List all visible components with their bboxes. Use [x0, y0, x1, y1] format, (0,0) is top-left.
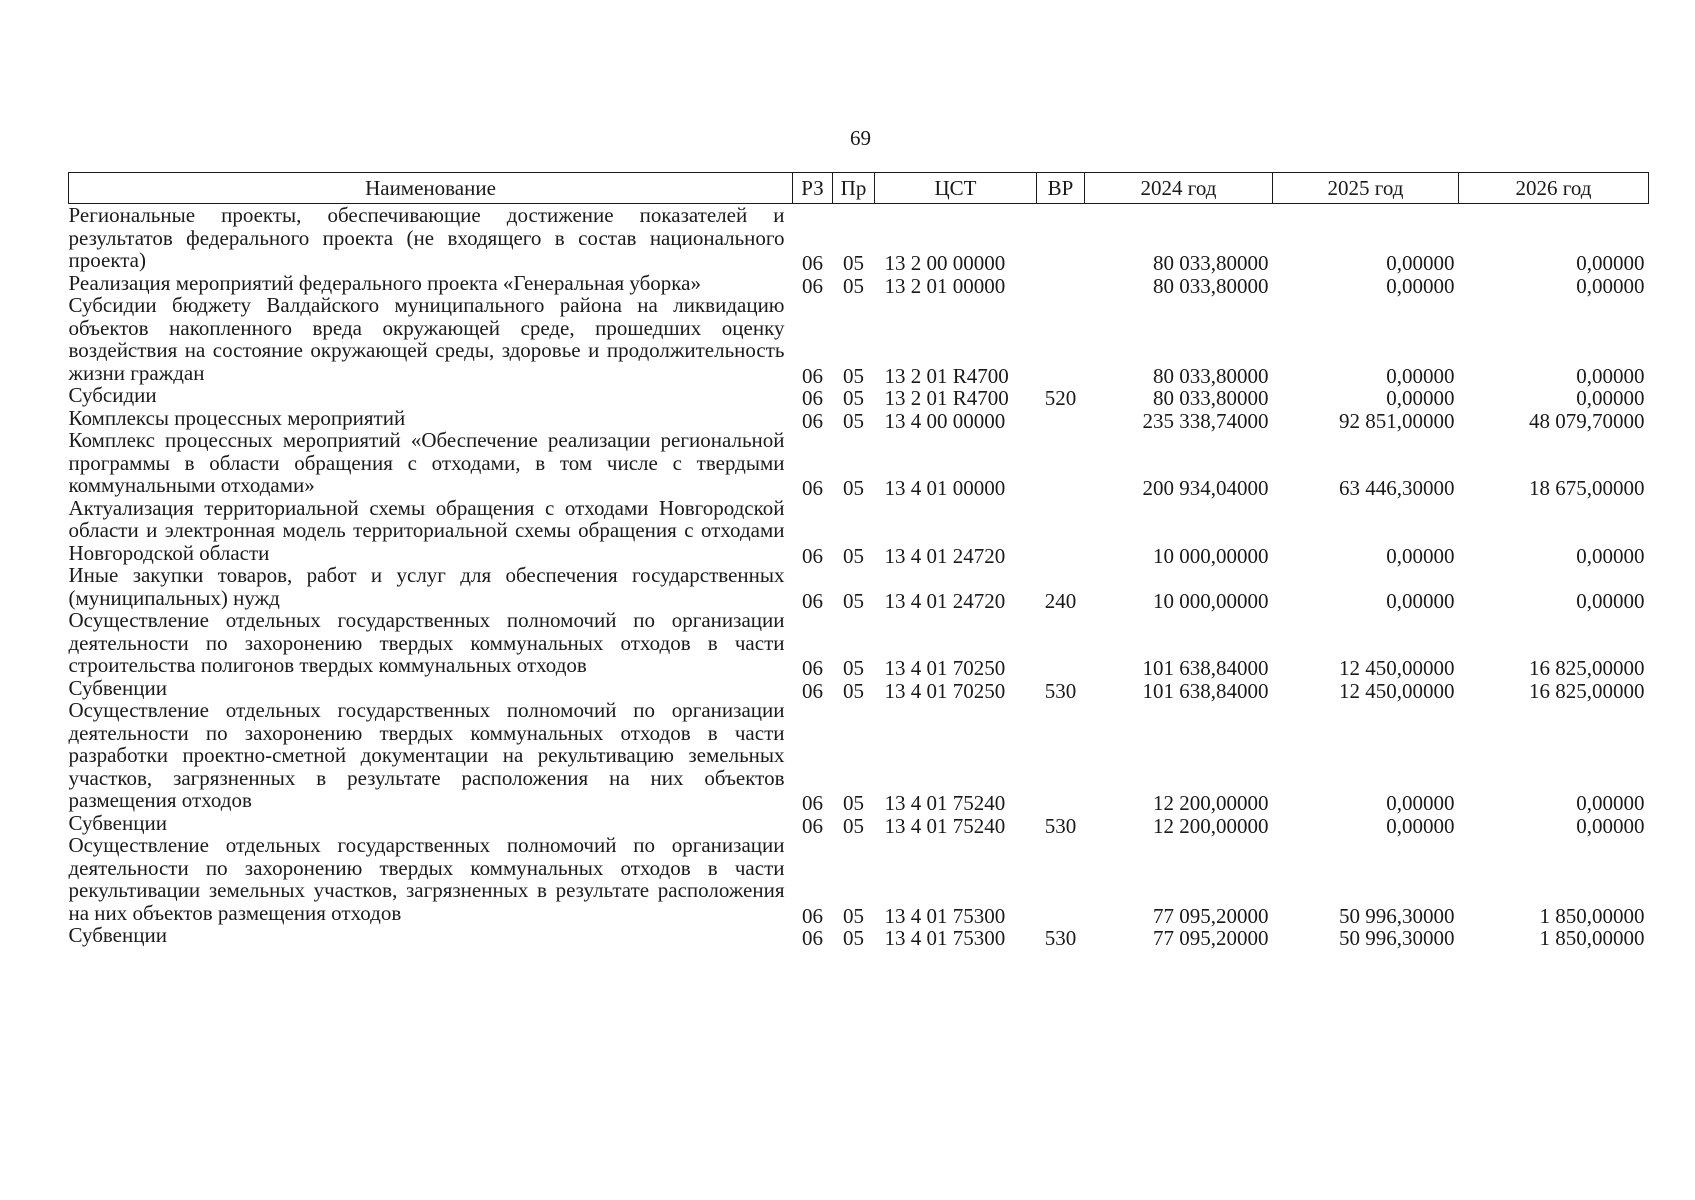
row-cst: 13 4 01 75300 — [884, 926, 1006, 950]
row-cst: 13 2 01 R4700 — [884, 386, 1009, 410]
table-row — [69, 204, 1649, 272]
row-name: Субвенции — [68, 923, 167, 947]
row-value-2024: 80 033,80000 — [1153, 386, 1269, 410]
row-cst: 13 2 01 00000 — [884, 273, 1006, 298]
row-name: Субвенции — [68, 675, 167, 700]
row-pr: 05 — [843, 926, 864, 950]
row-cst: 13 2 01 R4700 — [884, 363, 1009, 388]
row-pr: 05 — [843, 408, 864, 433]
table-row — [69, 272, 1649, 295]
row-rz: 06 — [802, 903, 823, 928]
row-pr: 05 — [843, 903, 864, 928]
row-rz: 06 — [802, 543, 823, 568]
table-row — [69, 407, 1649, 430]
row-name: Актуализация территориальной схемы обращения с отходами Новгородской области и электронная модель территориальной схемы обращения с отходами Новгородской области — [68, 495, 785, 565]
row-value-2024: 10 000,00000 — [1153, 588, 1269, 613]
table-row — [69, 564, 1649, 609]
row-value-2025: 63 446,30000 — [1339, 476, 1455, 500]
row-cst: 13 4 01 75240 — [884, 813, 1006, 838]
row-cst: 13 4 01 70250 — [884, 656, 1006, 680]
row-vr: 530 — [1044, 926, 1077, 950]
header-2026: 2026 год — [1459, 173, 1649, 204]
table-row — [69, 294, 1649, 384]
row-name: Комплекс процессных мероприятий «Обеспечение реализации региональной программы в области обращения с отходами, в том числе с твердыми коммунальными отходами» — [68, 428, 785, 497]
row-rz: 06 — [802, 791, 823, 815]
row-vr: 530 — [1044, 678, 1077, 703]
header-cst: ЦСТ — [875, 173, 1037, 204]
row-value-2025: 0,00000 — [1386, 543, 1455, 568]
row-rz: 06 — [802, 926, 823, 950]
budget-table — [68, 172, 1649, 950]
row-value-2026: 1 850,00000 — [1539, 903, 1645, 928]
row-name: Реализация мероприятий федерального проекта «Генеральная уборка» — [68, 270, 701, 295]
row-pr: 05 — [843, 543, 864, 568]
row-cst: 13 4 01 75240 — [884, 791, 1006, 815]
row-name: Комплексы процессных мероприятий — [68, 405, 406, 430]
table-row — [69, 699, 1649, 812]
table-row — [69, 834, 1649, 924]
row-value-2026: 0,00000 — [1576, 791, 1645, 815]
row-value-2024: 77 095,20000 — [1153, 903, 1269, 928]
row-name: Осуществление отдельных государственных полномочий по организации деятельности по захоронению твердых коммунальных отходов в части строительства полигонов твердых коммунальных отходов — [68, 608, 785, 677]
row-pr: 05 — [843, 363, 864, 388]
row-value-2026: 18 675,00000 — [1529, 476, 1645, 500]
row-value-2026: 16 825,00000 — [1529, 656, 1645, 680]
header-2025: 2025 год — [1273, 173, 1459, 204]
row-value-2024: 77 095,20000 — [1153, 926, 1269, 950]
row-vr: 240 — [1044, 588, 1077, 613]
table-row — [69, 924, 1649, 947]
row-name: Региональные проекты, обеспечивающие достижение показателей и результатов федерального проекта (не входящего в состав национального проекта) — [68, 203, 785, 272]
row-rz: 06 — [802, 363, 823, 388]
row-rz: 06 — [802, 656, 823, 680]
row-value-2025: 0,00000 — [1386, 588, 1455, 613]
row-rz: 06 — [802, 813, 823, 838]
table-row — [69, 609, 1649, 677]
row-value-2026: 0,00000 — [1576, 813, 1645, 838]
row-value-2025: 0,00000 — [1386, 813, 1455, 838]
row-value-2024: 80 033,80000 — [1153, 273, 1269, 298]
row-rz: 06 — [802, 386, 823, 410]
row-value-2024: 200 934,04000 — [1142, 476, 1269, 500]
row-pr: 05 — [843, 476, 864, 500]
row-name: Иные закупки товаров, работ и услуг для обеспечения государственных (муниципальных) нужд — [68, 563, 785, 610]
row-cst: 13 4 01 00000 — [884, 476, 1006, 500]
row-cst: 13 4 01 24720 — [884, 588, 1006, 613]
table-row — [69, 812, 1649, 835]
row-cst: 13 4 01 75300 — [884, 903, 1006, 928]
row-vr: 530 — [1044, 813, 1077, 838]
table-body — [68, 203, 1649, 950]
row-rz: 06 — [802, 251, 823, 275]
row-pr: 05 — [843, 678, 864, 703]
row-pr: 05 — [843, 251, 864, 275]
table-row — [69, 384, 1649, 407]
row-value-2026: 0,00000 — [1576, 273, 1645, 298]
header-rz: РЗ — [793, 173, 833, 204]
row-rz: 06 — [802, 588, 823, 613]
row-value-2025: 0,00000 — [1386, 791, 1455, 815]
row-name: Осуществление отдельных государственных полномочий по организации деятельности по захоронению твердых коммунальных отходов в части разработки проектно-сметной документации на рекультивацию земельных участков, загрязненных в результате расположения на них объектов размещения отходов — [68, 698, 785, 812]
row-value-2025: 0,00000 — [1386, 273, 1455, 298]
row-value-2025: 50 996,30000 — [1339, 926, 1455, 950]
row-value-2025: 0,00000 — [1386, 386, 1455, 410]
row-name: Субсидии — [68, 383, 157, 407]
row-vr: 520 — [1044, 386, 1077, 410]
header-2024: 2024 год — [1085, 173, 1273, 204]
row-value-2025: 92 851,00000 — [1339, 408, 1455, 433]
row-value-2025: 0,00000 — [1386, 363, 1455, 388]
row-rz: 06 — [802, 273, 823, 298]
row-value-2024: 101 638,84000 — [1142, 656, 1269, 680]
row-cst: 13 4 01 24720 — [884, 543, 1006, 568]
row-value-2026: 0,00000 — [1576, 363, 1645, 388]
row-rz: 06 — [802, 408, 823, 433]
row-value-2026: 1 850,00000 — [1539, 926, 1645, 950]
row-value-2025: 0,00000 — [1386, 251, 1455, 275]
row-value-2026: 0,00000 — [1576, 543, 1645, 568]
header-name: Наименование — [69, 173, 793, 204]
row-pr: 05 — [843, 813, 864, 838]
row-value-2025: 50 996,30000 — [1339, 903, 1455, 928]
row-pr: 05 — [843, 588, 864, 613]
row-value-2024: 12 200,00000 — [1153, 813, 1269, 838]
table-row — [69, 677, 1649, 700]
row-name: Субсидии бюджету Валдайского муниципального района на ликвидацию объектов накопленного вреда окружающей среде, прошедших оценку воздействия на состояние окружающей среды, здоровье и продолжительность жизни граждан — [68, 293, 785, 385]
table-row — [69, 497, 1649, 565]
row-cst: 13 4 00 00000 — [884, 408, 1006, 433]
row-name: Осуществление отдельных государственных полномочий по организации деятельности по захоронению твердых коммунальных отходов в части рекультивации земельных участков, загрязненных в результате расположения на них объектов размещения отходов — [68, 833, 785, 925]
header-pr: Пр — [833, 173, 875, 204]
row-cst: 13 4 01 70250 — [884, 678, 1006, 703]
row-pr: 05 — [843, 656, 864, 680]
row-pr: 05 — [843, 386, 864, 410]
table-row — [69, 429, 1649, 497]
row-value-2025: 12 450,00000 — [1339, 656, 1455, 680]
table-header-row — [69, 173, 1649, 204]
row-value-2026: 0,00000 — [1576, 251, 1645, 275]
row-value-2024: 12 200,00000 — [1153, 791, 1269, 815]
row-value-2026: 0,00000 — [1576, 588, 1645, 613]
row-rz: 06 — [802, 476, 823, 500]
row-cst: 13 2 00 00000 — [884, 251, 1006, 275]
row-value-2024: 235 338,74000 — [1142, 408, 1269, 433]
row-value-2026: 48 079,70000 — [1529, 408, 1645, 433]
row-value-2024: 10 000,00000 — [1153, 543, 1269, 568]
row-pr: 05 — [843, 791, 864, 815]
page-number: 69 — [850, 126, 871, 150]
row-rz: 06 — [802, 678, 823, 703]
row-value-2026: 16 825,00000 — [1529, 678, 1645, 703]
header-vr: ВР — [1037, 173, 1085, 204]
row-value-2024: 80 033,80000 — [1153, 363, 1269, 388]
row-pr: 05 — [843, 273, 864, 298]
row-value-2024: 101 638,84000 — [1142, 678, 1269, 703]
row-value-2026: 0,00000 — [1576, 386, 1645, 410]
row-value-2025: 12 450,00000 — [1339, 678, 1455, 703]
row-name: Субвенции — [68, 810, 167, 835]
row-value-2024: 80 033,80000 — [1153, 251, 1269, 275]
